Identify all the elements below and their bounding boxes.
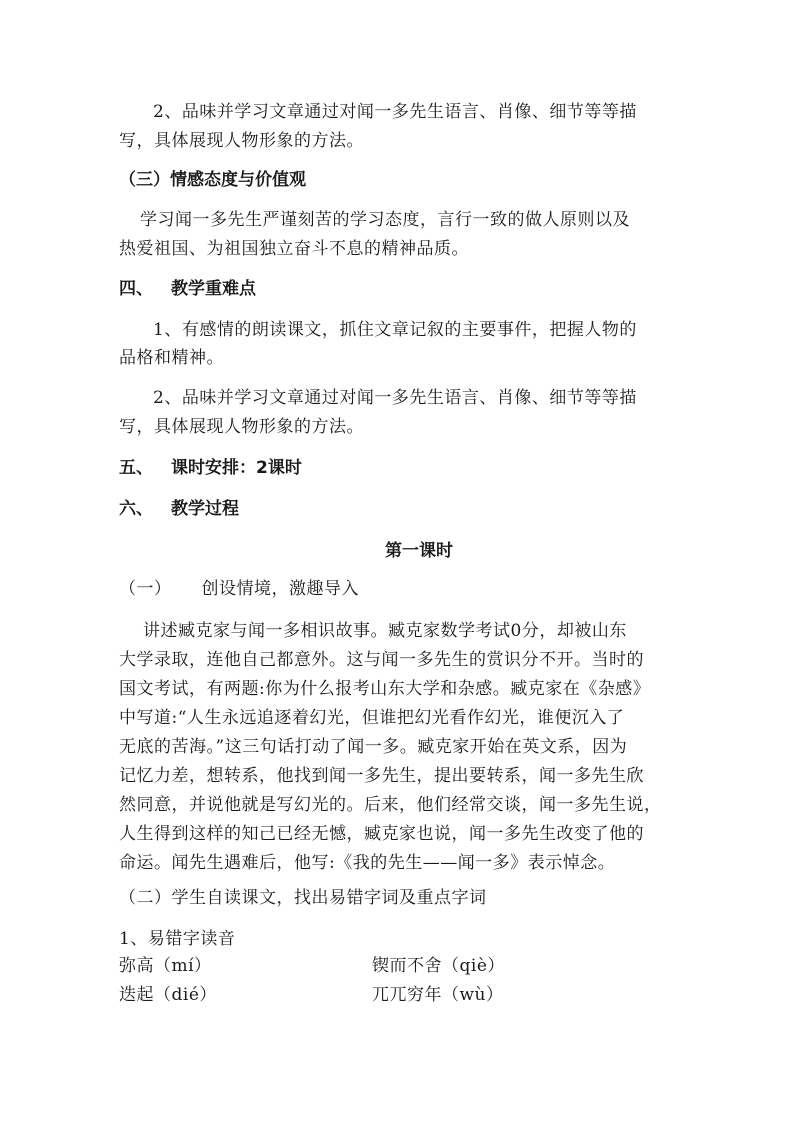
- story-line: 中写道:“人生永远追逐着幻光，但谁把幻光看作幻光，谁便沉入了: [119, 708, 625, 728]
- heading-text: 教学重难点: [171, 279, 256, 299]
- difficulty-2-line-1: 2、品味并学习文章通过对闻一多先生语言、肖像、细节等等描: [153, 388, 637, 408]
- heading-number: 六、: [119, 499, 153, 519]
- item-1-heading: 1、易错字读音: [119, 929, 236, 949]
- difficulty-1-line-2: 品格和精神。: [119, 348, 224, 368]
- difficulty-2-line-2: 写，具体展现人物形象的方法。: [119, 417, 364, 437]
- emotion-line-1: 学习闻一多先生严谨刻苦的学习态度，言行一致的做人原则以及: [140, 210, 630, 230]
- word-row: [119, 984, 679, 1006]
- story-line: 讲述臧克家与闻一多相识故事。臧克家数学考试0分，却被山东: [143, 621, 627, 641]
- subsection-text: 创设情境，激趣导入: [201, 579, 359, 599]
- heading-number: 五、: [119, 458, 153, 478]
- heading-text: 课时安排：2课时: [171, 458, 302, 478]
- subsection-1-heading: [119, 578, 679, 600]
- heading-teaching-difficulties: [119, 278, 679, 300]
- story-line: 命运。闻先生遇难后，他写:《我的先生——闻一多》表示悼念。: [119, 853, 616, 873]
- subsection-number: （一）: [119, 579, 172, 599]
- word-entry: 迭起（dié）: [119, 985, 217, 1005]
- word-entry: 兀兀穷年（wù）: [372, 985, 504, 1005]
- story-line: 国文考试，有两题:你为什么报考山东大学和杂感。臧克家在《杂感》: [119, 679, 651, 699]
- story-line: 然同意，并说他就是写幻光的。后来，他们经常交谈，闻一多先生说，: [119, 795, 662, 815]
- heading-text: 教学过程: [171, 499, 239, 519]
- heading-teaching-process: [119, 498, 679, 520]
- objective-2-line-1: 2、品味并学习文章通过对闻一多先生语言、肖像、细节等等描: [153, 102, 637, 122]
- story-line: 人生得到这样的知己已经无憾，臧克家也说，闻一多先生改变了他的: [119, 824, 644, 844]
- emotion-line-2: 热爱祖国、为祖国独立奋斗不息的精神品质。: [119, 239, 469, 259]
- story-line: 记忆力差，想转系，他找到闻一多先生，提出要转系，闻一多先生欣: [119, 766, 644, 786]
- heading-schedule: [119, 457, 679, 479]
- heading-number: 四、: [119, 279, 153, 299]
- word-row: [119, 955, 679, 977]
- subsection-2-heading: （二）学生自读课文，找出易错字词及重点字词: [119, 888, 487, 908]
- difficulty-1-line-1: 1、有感情的朗读课文，抓住文章记叙的主要事件，把握人物的: [153, 320, 637, 340]
- objective-2-line-2: 写，具体展现人物形象的方法。: [119, 131, 364, 151]
- lesson-title: 第一课时: [385, 541, 453, 561]
- story-line: 无底的苦海。”这三句话打动了闻一多。臧克家开始在英文系，因为: [119, 737, 628, 757]
- heading-emotion-values: （三）情感态度与价值观: [119, 170, 306, 190]
- word-entry: 弥高（mí）: [119, 956, 212, 976]
- word-entry: 锲而不舍（qiè）: [372, 956, 505, 976]
- story-line: 大学录取，连他自己都意外。这与闻一多先生的赏识分不开。当时的: [119, 650, 644, 670]
